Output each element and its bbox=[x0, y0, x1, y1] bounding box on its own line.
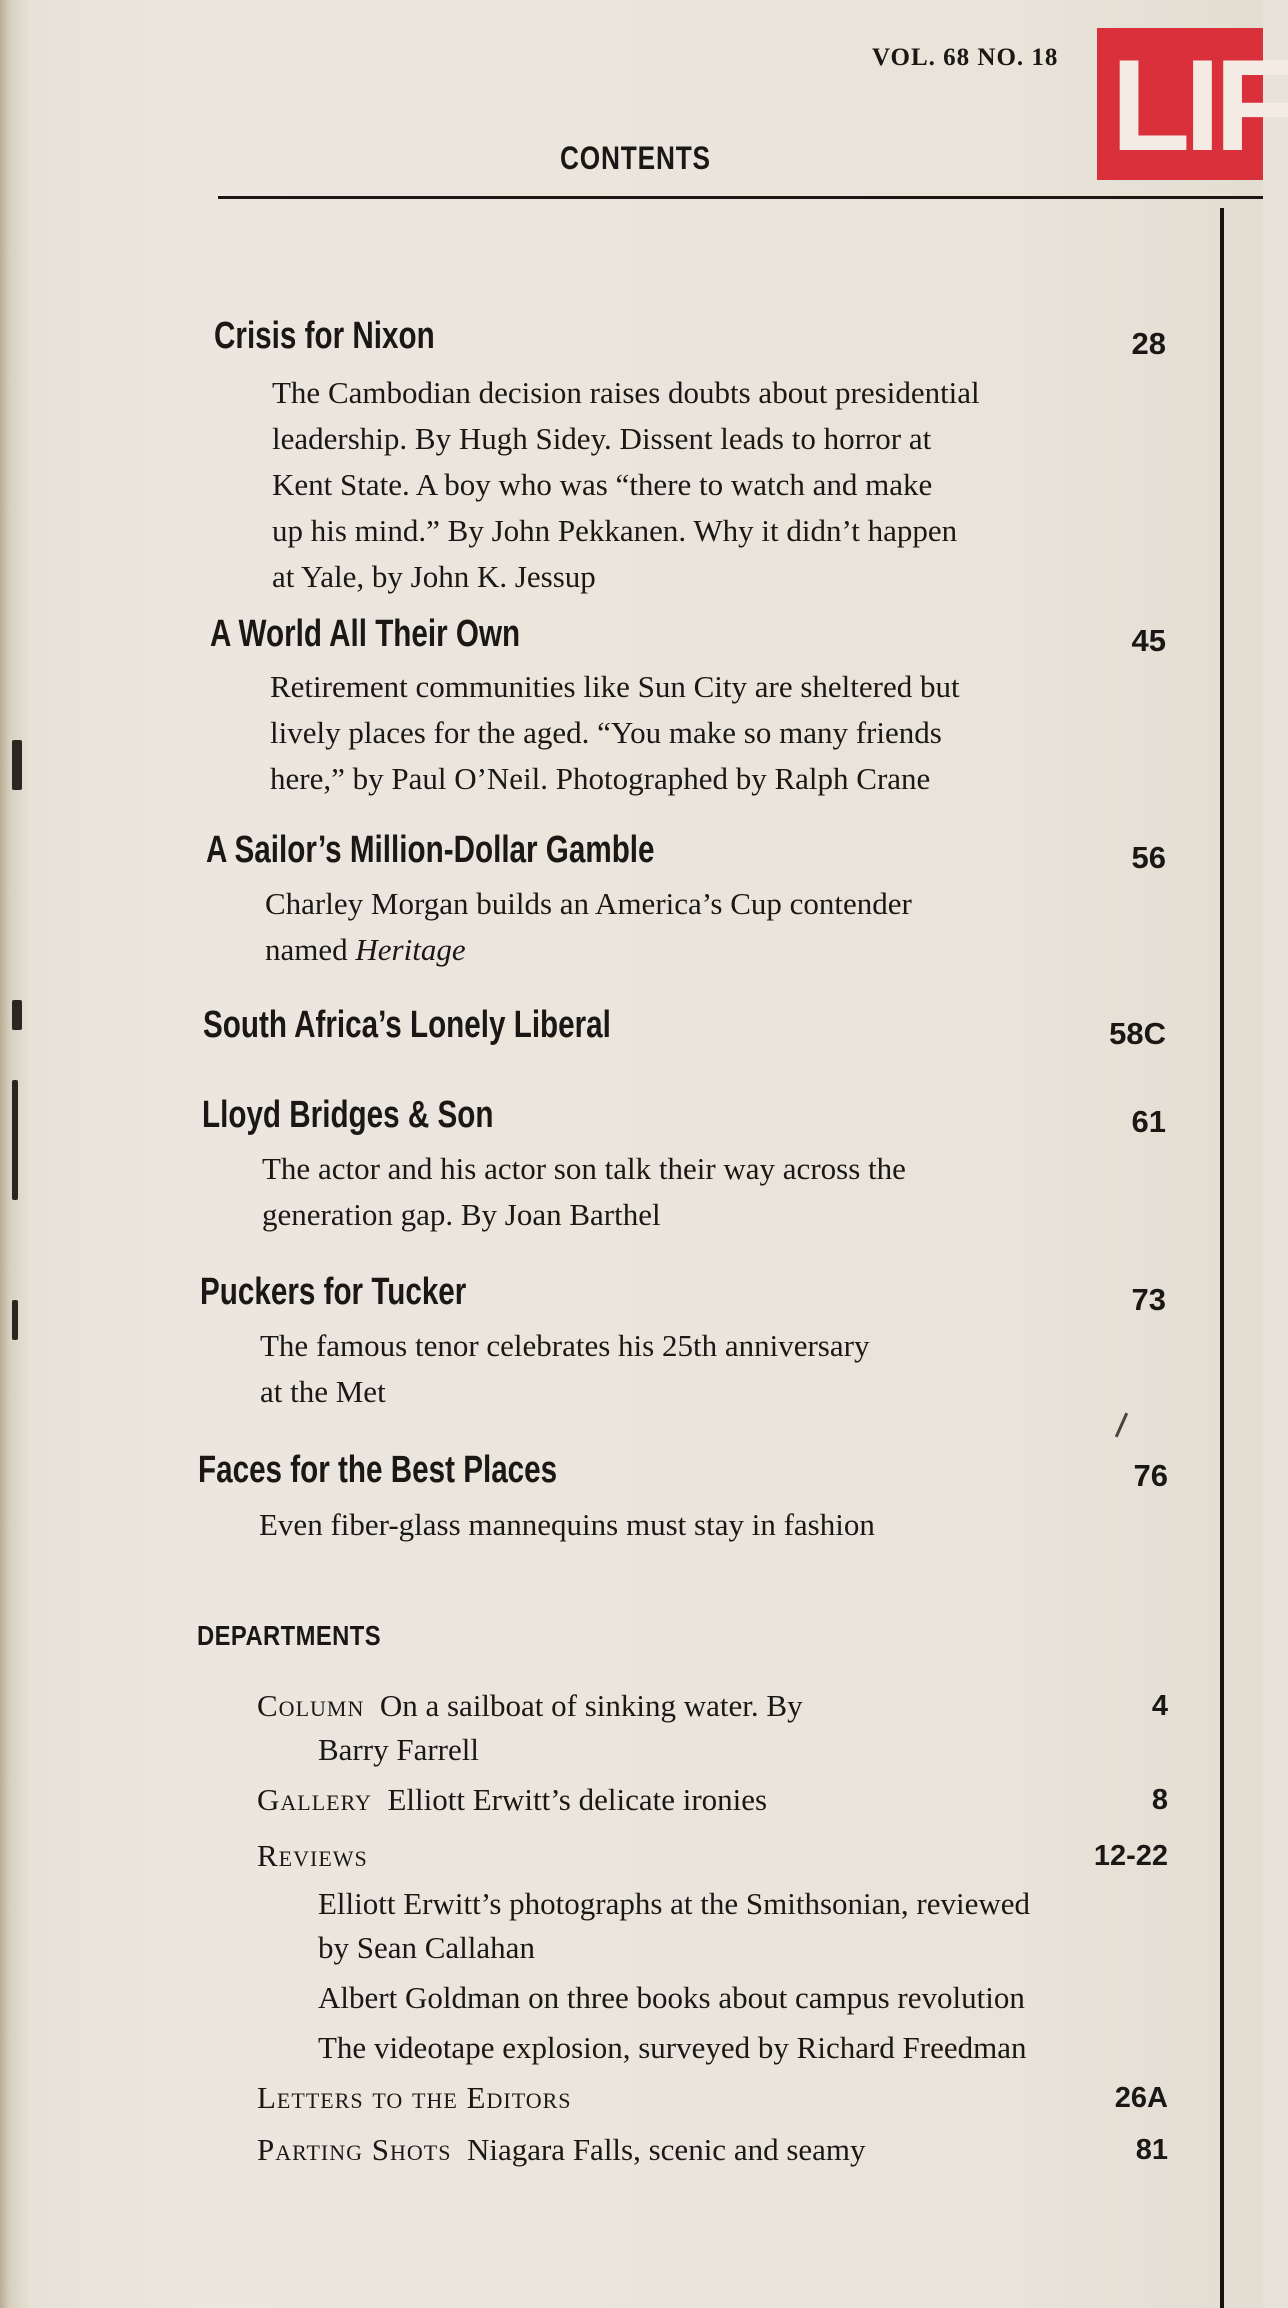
life-logo bbox=[1097, 28, 1288, 180]
binding-mark bbox=[12, 1080, 18, 1200]
description-line: Charley Morgan builds an America’s Cup contender bbox=[265, 886, 912, 921]
article-page: 56 bbox=[1131, 840, 1166, 875]
article-title[interactable]: South Africa’s Lonely Liberal bbox=[203, 1004, 611, 1046]
article-page: 28 bbox=[1131, 326, 1166, 361]
article-description bbox=[265, 881, 1165, 973]
description-line: up his mind.” By John Pekkanen. Why it didn’t happen bbox=[272, 513, 958, 548]
article-description bbox=[260, 1323, 1160, 1415]
article-title[interactable]: Crisis for Nixon bbox=[214, 315, 435, 357]
article-page: 58C bbox=[1109, 1016, 1166, 1051]
description-line: Retirement communities like Sun City are sheltered but bbox=[270, 669, 960, 704]
vessel-name: Heritage bbox=[355, 932, 466, 967]
description-line: Kent State. A boy who was “there to watch and make bbox=[272, 467, 933, 502]
issue-number: VOL. 68 NO. 18 bbox=[872, 44, 1059, 71]
description-line: The actor and his actor son talk their way across the bbox=[262, 1151, 906, 1186]
department-page: 81 bbox=[1135, 2134, 1168, 2166]
department-text: Elliott Erwitt’s delicate ironies bbox=[387, 1782, 768, 1817]
description-line: lively places for the aged. “You make so many friends bbox=[270, 715, 942, 750]
department-label: Column bbox=[257, 1688, 365, 1723]
department-page: 26A bbox=[1114, 2082, 1168, 2114]
description-line: here,” by Paul O’Neil. Photographed by Ralph Crane bbox=[270, 761, 931, 796]
description-prefix: named bbox=[265, 932, 356, 967]
department-text-continued: Barry Farrell bbox=[318, 1732, 479, 1767]
department-label: Parting Shots bbox=[257, 2132, 452, 2167]
description-line: The famous tenor celebrates his 25th anniversary bbox=[260, 1328, 870, 1363]
department-row[interactable] bbox=[257, 1684, 803, 1728]
department-label: Reviews bbox=[257, 1838, 368, 1873]
contents-heading: CONTENTS bbox=[560, 140, 711, 176]
binding-mark bbox=[12, 740, 22, 790]
article-page: 73 bbox=[1131, 1282, 1166, 1317]
description-line: at the Met bbox=[260, 1374, 386, 1409]
department-row[interactable] bbox=[257, 2128, 866, 2172]
description-line: leadership. By Hugh Sidey. Dissent leads to horror at bbox=[272, 421, 932, 456]
column-rule bbox=[1220, 208, 1224, 2308]
article-title[interactable]: Lloyd Bridges & Son bbox=[202, 1094, 494, 1136]
article-description bbox=[272, 370, 1172, 600]
article-description bbox=[262, 1146, 1162, 1238]
header-rule bbox=[218, 196, 1263, 199]
review-item: Albert Goldman on three books about campus revolution bbox=[318, 1980, 1025, 2015]
review-item: Elliott Erwitt’s photographs at the Smithsonian, reviewed bbox=[318, 1886, 1031, 1921]
departments-heading: DEPARTMENTS bbox=[197, 1620, 382, 1651]
department-row[interactable] bbox=[257, 2076, 572, 2120]
department-label: Gallery bbox=[257, 1782, 372, 1817]
pencil-mark bbox=[1115, 1413, 1128, 1438]
article-title[interactable]: A World All Their Own bbox=[210, 613, 521, 655]
department-page: 12-22 bbox=[1093, 1840, 1168, 1872]
article-description bbox=[270, 664, 1170, 802]
article-title[interactable]: A Sailor’s Million-Dollar Gamble bbox=[206, 829, 655, 871]
description-line: generation gap. By Joan Barthel bbox=[262, 1197, 661, 1232]
binding-mark bbox=[12, 1000, 22, 1030]
logo-text: LIF bbox=[1111, 32, 1288, 178]
binding-mark bbox=[12, 1300, 18, 1340]
description-line bbox=[265, 927, 1165, 973]
department-text: On a sailboat of sinking water. By bbox=[379, 1688, 803, 1723]
review-item: The videotape explosion, surveyed by Richard Freedman bbox=[318, 2030, 1027, 2065]
article-page: 61 bbox=[1131, 1104, 1166, 1139]
description-line: The Cambodian decision raises doubts about presidential bbox=[272, 375, 980, 410]
department-page: 8 bbox=[1151, 1784, 1168, 1816]
article-title[interactable]: Faces for the Best Places bbox=[198, 1449, 558, 1491]
article-title[interactable]: Puckers for Tucker bbox=[200, 1271, 467, 1313]
article-description bbox=[259, 1502, 1159, 1548]
department-page: 4 bbox=[1151, 1690, 1168, 1722]
department-text: Niagara Falls, scenic and seamy bbox=[466, 2132, 866, 2167]
department-row[interactable] bbox=[257, 1778, 767, 1822]
article-page: 45 bbox=[1131, 623, 1166, 658]
description-line: Even fiber-glass mannequins must stay in fashion bbox=[259, 1507, 875, 1542]
article-page: 76 bbox=[1133, 1458, 1168, 1493]
review-item: by Sean Callahan bbox=[318, 1930, 535, 1965]
description-line: at Yale, by John K. Jessup bbox=[272, 559, 596, 594]
department-label: Letters to the Editors bbox=[257, 2080, 572, 2115]
department-row[interactable] bbox=[257, 1834, 368, 1878]
